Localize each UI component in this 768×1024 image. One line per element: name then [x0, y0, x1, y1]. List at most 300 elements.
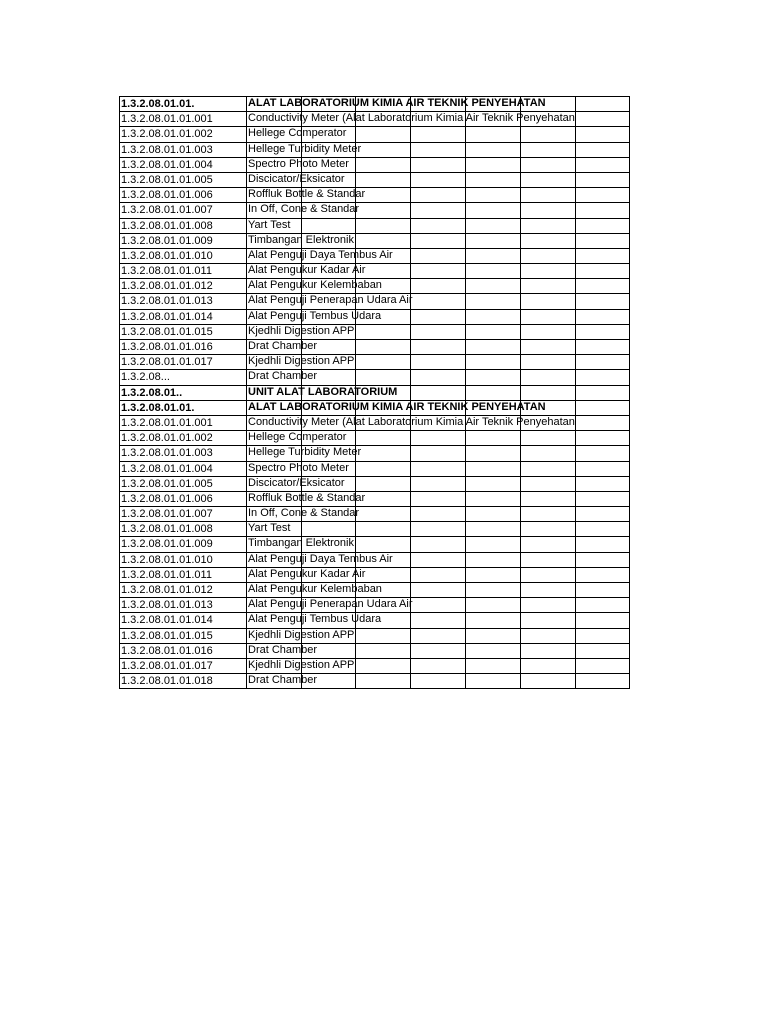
grid-cell[interactable]	[575, 430, 630, 445]
grid-cell[interactable]	[465, 476, 521, 491]
grid-cell[interactable]	[575, 506, 630, 521]
grid-cell[interactable]	[410, 278, 466, 293]
grid-cell[interactable]	[520, 506, 576, 521]
grid-cell[interactable]	[410, 202, 466, 217]
grid-cell[interactable]	[465, 385, 521, 400]
grid-cell[interactable]	[520, 248, 576, 263]
grid-cell[interactable]	[575, 233, 630, 248]
grid-cell[interactable]	[575, 491, 630, 506]
grid-cell[interactable]	[410, 233, 466, 248]
code-text: 1.3.2.08.01.01.015	[121, 325, 213, 338]
code-text: 1.3.2.08.01.01.005	[121, 173, 213, 186]
item-name-text: UNIT ALAT LABORATORIUM	[248, 385, 398, 398]
code-cell[interactable]	[119, 582, 247, 597]
grid-cell[interactable]	[575, 126, 630, 141]
item-name-text: Hellege Comperator	[248, 431, 347, 444]
grid-cell[interactable]	[465, 491, 521, 506]
grid-cell[interactable]	[520, 309, 576, 324]
grid-cell[interactable]	[520, 673, 576, 688]
grid-cell[interactable]	[575, 187, 630, 202]
grid-cell[interactable]	[575, 536, 630, 551]
grid-cell[interactable]	[465, 582, 521, 597]
table-row	[119, 157, 630, 172]
grid-cell[interactable]	[575, 552, 630, 567]
grid-cell[interactable]	[410, 506, 466, 521]
grid-cell[interactable]	[355, 430, 411, 445]
grid-cell[interactable]	[410, 172, 466, 187]
grid-cell[interactable]	[355, 354, 411, 369]
item-name-text: Hellege Turbidity Meter	[248, 142, 362, 155]
grid-cell[interactable]	[355, 339, 411, 354]
grid-cell[interactable]	[520, 202, 576, 217]
grid-cell[interactable]	[355, 202, 411, 217]
code-cell[interactable]	[119, 400, 247, 415]
grid-cell[interactable]	[575, 157, 630, 172]
code-text: 1.3.2.08.01.01.013	[121, 295, 213, 308]
grid-cell[interactable]	[465, 612, 521, 627]
code-cell[interactable]	[119, 96, 247, 111]
grid-cell[interactable]	[465, 643, 521, 658]
grid-cell[interactable]	[465, 628, 521, 643]
grid-cell[interactable]	[575, 582, 630, 597]
code-text: 1.3.2.08.01.01.002	[121, 432, 213, 445]
grid-cell[interactable]	[410, 552, 466, 567]
grid-cell[interactable]	[520, 658, 576, 673]
grid-cell[interactable]	[575, 172, 630, 187]
item-name-text: ALAT LABORATORIUM KIMIA AIR TEKNIK PENYEHATAN	[248, 400, 546, 413]
item-name-text: Conductivity Meter (Alat Laboratorium Kimia Air Teknik Penyehatan	[248, 112, 575, 125]
grid-cell[interactable]	[465, 309, 521, 324]
code-cell[interactable]	[119, 628, 247, 643]
code-cell[interactable]	[119, 658, 247, 673]
code-text: 1.3.2.08.01.01.010	[121, 553, 213, 566]
table-row	[119, 506, 630, 521]
grid-cell[interactable]	[520, 369, 576, 384]
table-row	[119, 582, 630, 597]
grid-cell[interactable]	[520, 552, 576, 567]
code-cell[interactable]	[119, 673, 247, 688]
grid-cell[interactable]	[520, 172, 576, 187]
grid-cell[interactable]	[465, 142, 521, 157]
table-row	[119, 111, 630, 126]
grid-cell[interactable]	[355, 461, 411, 476]
grid-cell[interactable]	[575, 445, 630, 460]
grid-cell[interactable]	[575, 324, 630, 339]
item-name-text: Alat Penguji Tembus Udara	[248, 309, 382, 322]
grid-cell[interactable]	[410, 126, 466, 141]
item-name-text: Kjedhli Digestion APP	[248, 628, 355, 641]
code-text: 1.3.2.08.01.01.016	[121, 341, 213, 353]
code-text: 1.3.2.08.01.01.004	[121, 462, 213, 475]
code-cell[interactable]	[119, 506, 247, 521]
item-name-text: ALAT LABORATORIUM KIMIA AIR TEKNIK PENYEHATAN	[248, 97, 546, 109]
code-text: 1.3.2.08...	[121, 371, 170, 384]
grid-cell[interactable]	[465, 172, 521, 187]
grid-cell[interactable]	[465, 233, 521, 248]
grid-cell[interactable]	[575, 461, 630, 476]
grid-cell[interactable]	[410, 628, 466, 643]
grid-cell[interactable]	[575, 643, 630, 658]
item-name-text: Drat Chamber	[248, 674, 318, 687]
grid-cell[interactable]	[355, 673, 411, 688]
grid-cell[interactable]	[575, 248, 630, 263]
item-name-text: Alat Penguji Penerapan Udara Air	[248, 294, 413, 307]
grid-cell[interactable]	[410, 324, 466, 339]
code-cell[interactable]	[119, 567, 247, 582]
grid-cell[interactable]	[410, 248, 466, 263]
code-text: 1.3.2.08.01.01.010	[121, 249, 213, 262]
grid-cell[interactable]	[355, 218, 411, 233]
code-cell[interactable]	[119, 233, 247, 248]
grid-cell[interactable]	[575, 476, 630, 491]
code-text: 1.3.2.08.01.01.002	[121, 128, 213, 141]
table-row	[119, 324, 630, 339]
table-row	[119, 461, 630, 476]
grid-cell[interactable]	[355, 142, 411, 157]
code-text: 1.3.2.08.01.01.013	[121, 599, 213, 612]
grid-cell[interactable]	[465, 461, 521, 476]
grid-cell[interactable]	[355, 445, 411, 460]
code-cell[interactable]	[119, 293, 247, 308]
code-text: 1.3.2.08.01.01.012	[121, 280, 213, 293]
grid-cell[interactable]	[410, 369, 466, 384]
code-text: 1.3.2.08.01.01.005	[121, 477, 213, 490]
code-cell[interactable]	[119, 187, 247, 202]
grid-cell[interactable]	[575, 339, 630, 354]
table-row	[119, 339, 630, 354]
grid-cell[interactable]	[520, 521, 576, 536]
table-row	[119, 218, 630, 233]
grid-cell[interactable]	[575, 658, 630, 673]
grid-cell[interactable]	[465, 445, 521, 460]
item-name-text: Alat Penguji Daya Tembus Air	[248, 552, 393, 565]
grid-cell[interactable]	[575, 354, 630, 369]
grid-cell[interactable]	[575, 96, 630, 111]
grid-cell[interactable]	[575, 673, 630, 688]
grid-cell[interactable]	[520, 187, 576, 202]
grid-cell[interactable]	[520, 643, 576, 658]
grid-cell[interactable]	[355, 233, 411, 248]
grid-cell[interactable]	[465, 126, 521, 141]
code-cell[interactable]	[119, 643, 247, 658]
grid-cell[interactable]	[520, 445, 576, 460]
grid-cell[interactable]	[520, 461, 576, 476]
table-row	[119, 673, 630, 688]
code-cell[interactable]	[119, 536, 247, 551]
grid-cell[interactable]	[465, 157, 521, 172]
code-cell[interactable]	[119, 415, 247, 430]
table-row	[119, 293, 630, 308]
grid-cell[interactable]	[410, 309, 466, 324]
grid-cell[interactable]	[520, 354, 576, 369]
item-name-text: In Off, Cone & Standar	[248, 507, 360, 520]
code-text: 1.3.2.08.01.01.001	[121, 416, 213, 429]
code-text: 1.3.2.08.01.01.012	[121, 584, 213, 596]
code-text: 1.3.2.08.01.01.006	[121, 189, 213, 202]
code-text: 1.3.2.08.01.01.017	[121, 356, 213, 369]
grid-cell[interactable]	[465, 506, 521, 521]
grid-cell[interactable]	[410, 643, 466, 658]
grid-cell[interactable]	[465, 552, 521, 567]
code-text: 1.3.2.08.01.01.018	[121, 675, 213, 688]
code-cell[interactable]	[119, 248, 247, 263]
code-cell[interactable]	[119, 111, 247, 126]
item-name-text: Alat Pengukur Kelembaban	[248, 279, 382, 292]
grid-cell[interactable]	[410, 293, 466, 308]
table-row	[119, 142, 630, 157]
grid-cell[interactable]	[355, 506, 411, 521]
grid-cell[interactable]	[410, 445, 466, 460]
code-cell[interactable]	[119, 263, 247, 278]
grid-cell[interactable]	[520, 567, 576, 582]
grid-cell[interactable]	[355, 157, 411, 172]
grid-cell[interactable]	[520, 582, 576, 597]
grid-cell[interactable]	[410, 263, 466, 278]
table-row	[119, 354, 630, 369]
table-row	[119, 309, 630, 324]
item-name-text: Timbangan Elektronik	[248, 233, 354, 246]
code-text: 1.3.2.08.01.01.008	[121, 523, 213, 536]
item-name-text: Yart Test	[248, 522, 291, 535]
grid-cell[interactable]	[520, 476, 576, 491]
item-name-text: Spectro Photo Meter	[248, 157, 349, 170]
grid-cell[interactable]	[520, 536, 576, 551]
table-row	[119, 643, 630, 658]
code-cell[interactable]	[119, 521, 247, 536]
code-cell[interactable]	[119, 445, 247, 460]
table-row	[119, 628, 630, 643]
grid-cell[interactable]	[301, 218, 356, 233]
grid-cell[interactable]	[465, 248, 521, 263]
grid-cell[interactable]	[520, 233, 576, 248]
item-name-text: Drat Chamber	[248, 643, 318, 656]
grid-cell[interactable]	[520, 218, 576, 233]
grid-cell[interactable]	[301, 521, 356, 536]
grid-cell[interactable]	[465, 521, 521, 536]
table-bottom-border	[119, 688, 630, 689]
code-cell[interactable]	[119, 552, 247, 567]
grid-cell[interactable]	[520, 263, 576, 278]
grid-cell[interactable]	[410, 339, 466, 354]
item-name-text: Alat Penguji Daya Tembus Air	[248, 248, 393, 261]
grid-cell[interactable]	[520, 278, 576, 293]
code-cell[interactable]	[119, 597, 247, 612]
grid-cell[interactable]	[465, 278, 521, 293]
table-row	[119, 612, 630, 627]
grid-cell[interactable]	[465, 218, 521, 233]
code-cell[interactable]	[119, 354, 247, 369]
grid-cell[interactable]	[465, 597, 521, 612]
grid-cell[interactable]	[520, 385, 576, 400]
grid-cell[interactable]	[465, 567, 521, 582]
code-text: 1.3.2.08.01.01.009	[121, 234, 213, 247]
grid-cell[interactable]	[575, 142, 630, 157]
grid-cell[interactable]	[465, 293, 521, 308]
grid-cell[interactable]	[355, 521, 411, 536]
code-text: 1.3.2.08.01.01.014	[121, 614, 213, 627]
grid-cell[interactable]	[575, 521, 630, 536]
code-text: 1.3.2.08.01.01.007	[121, 204, 213, 217]
code-cell[interactable]	[119, 612, 247, 627]
grid-cell[interactable]	[355, 324, 411, 339]
grid-cell[interactable]	[355, 628, 411, 643]
grid-cell[interactable]	[465, 263, 521, 278]
code-text: 1.3.2.08.01.01.003	[121, 143, 213, 156]
code-text: 1.3.2.08.01.01.004	[121, 158, 213, 171]
code-text: 1.3.2.08.01.01.009	[121, 538, 213, 551]
code-cell[interactable]	[119, 309, 247, 324]
code-cell[interactable]	[119, 369, 247, 384]
grid-cell[interactable]	[410, 567, 466, 582]
grid-cell[interactable]	[410, 385, 466, 400]
grid-cell[interactable]	[410, 187, 466, 202]
grid-cell[interactable]	[575, 369, 630, 384]
grid-cell[interactable]	[575, 111, 630, 126]
item-name-text: Discicator/Eksicator	[248, 172, 345, 185]
grid-cell[interactable]	[520, 157, 576, 172]
grid-cell[interactable]	[355, 536, 411, 551]
code-cell[interactable]	[119, 126, 247, 141]
code-cell[interactable]	[119, 142, 247, 157]
grid-cell[interactable]	[575, 293, 630, 308]
grid-cell[interactable]	[575, 415, 630, 430]
grid-cell[interactable]	[410, 461, 466, 476]
table-row	[119, 248, 630, 263]
code-text: 1.3.2.08.01.01.014	[121, 310, 213, 323]
grid-cell[interactable]	[520, 597, 576, 612]
table-row	[119, 187, 630, 202]
grid-cell[interactable]	[520, 612, 576, 627]
grid-cell[interactable]	[410, 658, 466, 673]
grid-cell[interactable]	[410, 142, 466, 157]
grid-cell[interactable]	[520, 293, 576, 308]
grid-cell[interactable]	[465, 430, 521, 445]
grid-cell[interactable]	[410, 612, 466, 627]
code-text: 1.3.2.08.01.01.016	[121, 644, 213, 657]
grid-cell[interactable]	[520, 430, 576, 445]
grid-cell[interactable]	[410, 157, 466, 172]
grid-cell[interactable]	[465, 354, 521, 369]
item-name-text: Alat Pengukur Kadar Air	[248, 567, 366, 580]
item-name-text: Spectro Photo Meter	[248, 461, 349, 474]
code-cell[interactable]	[119, 218, 247, 233]
table-row	[119, 476, 630, 491]
code-cell[interactable]	[119, 278, 247, 293]
item-name-text: Kjedhli Digestion APP	[248, 324, 355, 337]
code-text: 1.3.2.08.01..	[121, 386, 183, 399]
table-row	[119, 536, 630, 551]
code-cell[interactable]	[119, 476, 247, 491]
code-cell[interactable]	[119, 491, 247, 506]
item-name-text: Kjedhli Digestion APP	[248, 658, 355, 671]
table-row	[119, 202, 630, 217]
code-cell[interactable]	[119, 339, 247, 354]
grid-cell[interactable]	[465, 339, 521, 354]
code-text: 1.3.2.08.01.01.011	[121, 265, 212, 278]
grid-cell[interactable]	[465, 673, 521, 688]
grid-cell[interactable]	[520, 126, 576, 141]
grid-cell[interactable]	[575, 385, 630, 400]
grid-cell[interactable]	[575, 400, 630, 415]
grid-cell[interactable]	[410, 430, 466, 445]
code-cell[interactable]	[119, 157, 247, 172]
table-row	[119, 263, 630, 278]
code-cell[interactable]	[119, 172, 247, 187]
grid-cell[interactable]	[465, 324, 521, 339]
grid-cell[interactable]	[575, 263, 630, 278]
table-row	[119, 445, 630, 460]
table-row	[119, 369, 630, 384]
grid-cell[interactable]	[520, 491, 576, 506]
table-row	[119, 278, 630, 293]
table-row	[119, 385, 630, 400]
grid-cell[interactable]	[355, 643, 411, 658]
item-name-text: Roffluk Bottle & Standar	[248, 188, 366, 201]
grid-cell[interactable]	[465, 536, 521, 551]
grid-cell[interactable]	[410, 354, 466, 369]
code-cell[interactable]	[119, 430, 247, 445]
item-name-text: Kjedhli Digestion APP	[248, 355, 355, 368]
code-text: 1.3.2.08.01.01.006	[121, 492, 213, 505]
grid-cell[interactable]	[575, 278, 630, 293]
code-text: 1.3.2.08.01.01.011	[121, 568, 212, 581]
grid-cell[interactable]	[410, 218, 466, 233]
code-text: 1.3.2.08.01.01.015	[121, 629, 213, 642]
grid-cell[interactable]	[575, 309, 630, 324]
grid-cell[interactable]	[410, 476, 466, 491]
grid-cell[interactable]	[355, 172, 411, 187]
code-cell[interactable]	[119, 385, 247, 400]
grid-cell[interactable]	[410, 491, 466, 506]
grid-cell[interactable]	[465, 369, 521, 384]
table-row	[119, 491, 630, 506]
item-name-text: Conductivity Meter (Alat Laboratorium Kimia Air Teknik Penyehatan	[248, 415, 575, 428]
grid-cell[interactable]	[410, 521, 466, 536]
code-cell[interactable]	[119, 324, 247, 339]
table-row	[119, 658, 630, 673]
grid-cell[interactable]	[465, 187, 521, 202]
grid-cell[interactable]	[520, 628, 576, 643]
grid-cell[interactable]	[410, 673, 466, 688]
table-row	[119, 233, 630, 248]
grid-cell[interactable]	[355, 658, 411, 673]
grid-cell[interactable]	[355, 126, 411, 141]
code-cell[interactable]	[119, 461, 247, 476]
grid-cell[interactable]	[575, 567, 630, 582]
code-text: 1.3.2.08.01.01.007	[121, 508, 213, 521]
grid-cell[interactable]	[410, 536, 466, 551]
grid-cell[interactable]	[465, 658, 521, 673]
table-row	[119, 552, 630, 567]
grid-cell[interactable]	[520, 324, 576, 339]
grid-cell[interactable]	[355, 369, 411, 384]
grid-cell[interactable]	[520, 339, 576, 354]
grid-cell[interactable]	[355, 476, 411, 491]
grid-cell[interactable]	[410, 582, 466, 597]
grid-cell[interactable]	[575, 628, 630, 643]
grid-cell[interactable]	[465, 202, 521, 217]
grid-cell[interactable]	[520, 142, 576, 157]
code-text: 1.3.2.08.01.01.017	[121, 659, 213, 672]
grid-cell[interactable]	[575, 218, 630, 233]
table-row	[119, 521, 630, 536]
grid-cell[interactable]	[410, 597, 466, 612]
grid-cell[interactable]	[575, 202, 630, 217]
code-cell[interactable]	[119, 202, 247, 217]
item-name-text: Hellege Turbidity Meter	[248, 446, 362, 459]
grid-cell[interactable]	[575, 597, 630, 612]
grid-cell[interactable]	[575, 612, 630, 627]
